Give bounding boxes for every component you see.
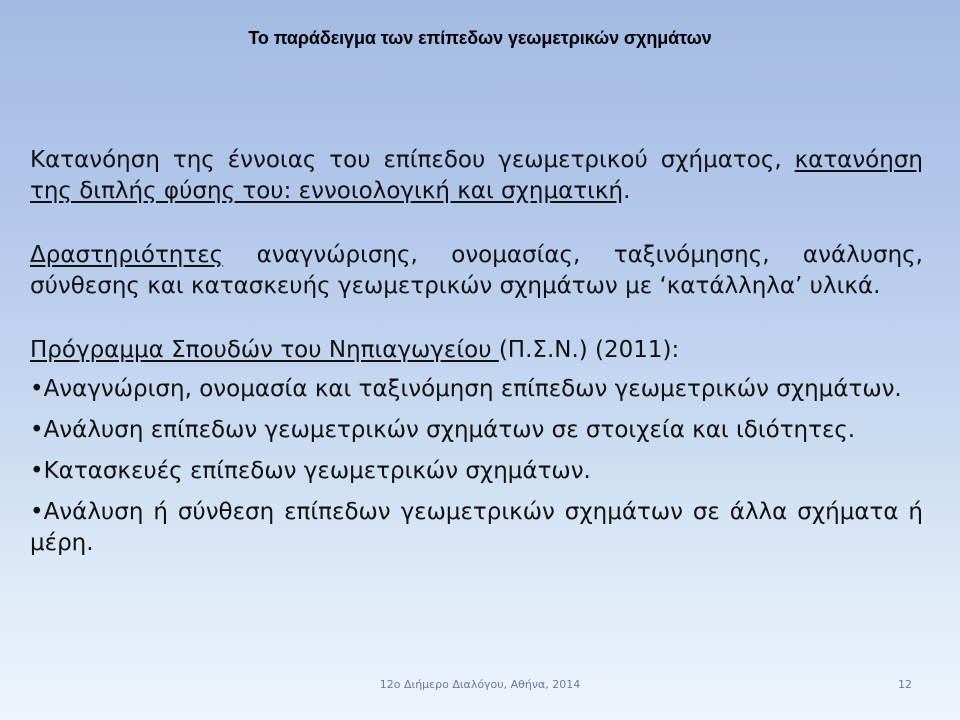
paragraph-curriculum-underlined: Πρόγραμμα Σπουδών του Νηπιαγωγείου — [30, 337, 499, 363]
paragraph-curriculum-text: (Π.Σ.Ν.) (2011): — [498, 337, 680, 363]
slide-body — [30, 145, 923, 569]
paragraph-understanding-underlined: κατανόηση της διπλής φύσης του: εννοιολογική και σχηματική — [30, 147, 923, 204]
paragraph-understanding-end: . — [623, 178, 631, 204]
bullet-mark: • — [30, 458, 44, 484]
bullet-text: Αναγνώριση, ονομασία και ταξινόμηση επίπεδων γεωμετρικών σχημάτων. — [43, 376, 902, 402]
footer-text: 12ο Διήμερο Διαλόγου, Αθήνα, 2014 — [379, 678, 581, 691]
paragraph-activities — [30, 240, 923, 302]
bullet-mark: • — [30, 417, 44, 443]
page-number: 12 — [898, 678, 912, 691]
paragraph-activities-underlined: Δραστηριότητες — [30, 242, 224, 268]
bullet-item — [30, 456, 923, 487]
bullet-item — [30, 374, 923, 405]
bullet-text: Ανάλυση ή σύνθεση επίπεδων γεωμετρικών σχημάτων σε άλλα σχήματα ή μέρη. — [30, 499, 923, 556]
bullet-list — [30, 374, 923, 559]
bullet-mark: • — [30, 376, 44, 402]
bullet-item — [30, 415, 923, 446]
bullet-item — [30, 497, 923, 559]
bullet-mark: • — [30, 499, 44, 525]
paragraph-curriculum — [30, 335, 923, 366]
bullet-text: Ανάλυση επίπεδων γεωμετρικών σχημάτων σε στοιχεία και ιδιότητες. — [43, 417, 856, 443]
slide-title: Το παράδειγμα των επίπεδων γεωμετρικών σχημάτων — [248, 28, 712, 48]
paragraph-understanding-text: Κατανόηση της έννοιας του επίπεδου γεωμετρικού σχήματος, — [30, 147, 795, 173]
bullet-text: Κατασκευές επίπεδων γεωμετρικών σχημάτων. — [43, 458, 591, 484]
paragraph-understanding — [30, 145, 923, 207]
paragraph-activities-text: αναγνώρισης, ονομασίας, ταξινόμησης, ανάλυσης, σύνθεσης και κατασκευής γεωμετρικών σχημάτων με ‘κατάλληλα’ υλικά. — [30, 242, 923, 299]
